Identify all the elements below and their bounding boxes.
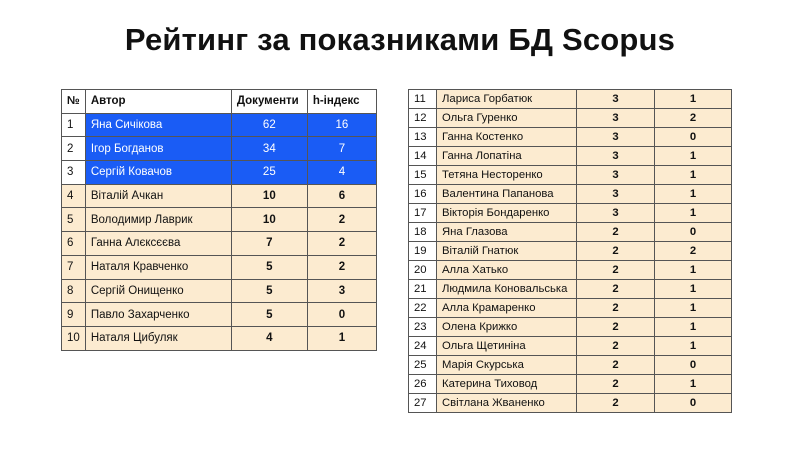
table-row [62,279,377,303]
table-row [409,280,732,299]
rank-cell: 7 [62,255,86,279]
table-row [62,184,377,208]
table-row [409,356,732,375]
h-index-cell: 1 [655,147,732,166]
table-row [409,337,732,356]
h-index-cell: 1 [655,204,732,223]
author-cell: Віталій Ачкан [85,184,231,208]
author-cell: Володимир Лаврик [85,208,231,232]
table-row [409,166,732,185]
ranking-table-top [61,89,377,351]
h-index-cell: 0 [655,128,732,147]
table-row [409,223,732,242]
h-index-cell: 0 [655,394,732,413]
h-index-cell: 1 [307,326,376,350]
author-cell: Сергій Ковачов [85,161,231,185]
table-row [409,147,732,166]
rank-cell: 1 [62,113,86,137]
table-row [409,128,732,147]
documents-cell: 3 [577,204,655,223]
author-cell: Яна Глазова [437,223,577,242]
header-author: Автор [85,90,231,114]
author-cell: Ольга Гуренко [437,109,577,128]
h-index-cell: 1 [655,318,732,337]
table-row [62,232,377,256]
author-cell: Алла Хатько [437,261,577,280]
documents-cell: 7 [231,232,307,256]
documents-cell: 2 [577,394,655,413]
h-index-cell: 2 [307,255,376,279]
rank-cell: 24 [409,337,437,356]
h-index-cell: 1 [655,185,732,204]
rank-cell: 3 [62,161,86,185]
rank-cell: 9 [62,303,86,327]
documents-cell: 10 [231,208,307,232]
h-index-cell: 1 [655,90,732,109]
rank-cell: 10 [62,326,86,350]
author-cell: Вікторія Бондаренко [437,204,577,223]
table-row [409,299,732,318]
author-cell: Лариса Горбатюк [437,90,577,109]
table-row [409,242,732,261]
author-cell: Ганна Алєксєєва [85,232,231,256]
author-cell: Наталя Кравченко [85,255,231,279]
documents-cell: 2 [577,299,655,318]
author-cell: Тетяна Несторенко [437,166,577,185]
table-row [409,261,732,280]
header-documents: Документи [231,90,307,114]
table-header-row [62,90,377,114]
rank-cell: 16 [409,185,437,204]
table-row [409,185,732,204]
table-row [62,303,377,327]
rank-cell: 22 [409,299,437,318]
table-row [409,375,732,394]
h-index-cell: 4 [307,161,376,185]
table-row [62,255,377,279]
rank-cell: 5 [62,208,86,232]
rank-cell: 21 [409,280,437,299]
h-index-cell: 1 [655,166,732,185]
documents-cell: 5 [231,279,307,303]
table-row [62,326,377,350]
ranking-table-rest [408,89,732,413]
rank-cell: 14 [409,147,437,166]
author-cell: Віталій Гнатюк [437,242,577,261]
rank-cell: 12 [409,109,437,128]
table-row [409,204,732,223]
author-cell: Олена Крижко [437,318,577,337]
documents-cell: 4 [231,326,307,350]
documents-cell: 2 [577,337,655,356]
table-row [62,208,377,232]
rank-cell: 17 [409,204,437,223]
documents-cell: 2 [577,280,655,299]
h-index-cell: 2 [307,232,376,256]
table-row [409,318,732,337]
h-index-cell: 1 [655,375,732,394]
author-cell: Марія Скурська [437,356,577,375]
author-cell: Павло Захарченко [85,303,231,327]
rank-cell: 2 [62,137,86,161]
author-cell: Ігор Богданов [85,137,231,161]
author-cell: Ганна Лопатіна [437,147,577,166]
documents-cell: 2 [577,261,655,280]
page-title: Рейтинг за показниками БД Scopus [124,22,676,57]
ranking-table-top-body [62,113,377,350]
header-number: № [62,90,86,114]
h-index-cell: 2 [655,109,732,128]
documents-cell: 5 [231,303,307,327]
documents-cell: 2 [577,375,655,394]
rank-cell: 4 [62,184,86,208]
rank-cell: 19 [409,242,437,261]
rank-cell: 26 [409,375,437,394]
h-index-cell: 0 [307,303,376,327]
documents-cell: 2 [577,223,655,242]
documents-cell: 3 [577,166,655,185]
rank-cell: 18 [409,223,437,242]
documents-cell: 62 [231,113,307,137]
h-index-cell: 2 [307,208,376,232]
documents-cell: 34 [231,137,307,161]
author-cell: Ганна Костенко [437,128,577,147]
h-index-cell: 7 [307,137,376,161]
rank-cell: 25 [409,356,437,375]
rank-cell: 11 [409,90,437,109]
h-index-cell: 2 [655,242,732,261]
table-row [62,137,377,161]
h-index-cell: 1 [655,299,732,318]
author-cell: Наталя Цибуляк [85,326,231,350]
documents-cell: 3 [577,90,655,109]
h-index-cell: 16 [307,113,376,137]
documents-cell: 3 [577,109,655,128]
rank-cell: 23 [409,318,437,337]
author-cell: Катерина Тиховод [437,375,577,394]
author-cell: Валентина Папанова [437,185,577,204]
author-cell: Людмила Коновальська [437,280,577,299]
documents-cell: 2 [577,356,655,375]
rank-cell: 8 [62,279,86,303]
header-h-index: h-індекс [307,90,376,114]
rank-cell: 6 [62,232,86,256]
documents-cell: 3 [577,185,655,204]
rank-cell: 27 [409,394,437,413]
h-index-cell: 3 [307,279,376,303]
documents-cell: 3 [577,128,655,147]
documents-cell: 2 [577,318,655,337]
h-index-cell: 1 [655,261,732,280]
documents-cell: 25 [231,161,307,185]
author-cell: Алла Крамаренко [437,299,577,318]
h-index-cell: 1 [655,280,732,299]
rank-cell: 13 [409,128,437,147]
author-cell: Світлана Жваненко [437,394,577,413]
documents-cell: 10 [231,184,307,208]
h-index-cell: 6 [307,184,376,208]
author-cell: Сергій Онищенко [85,279,231,303]
rank-cell: 20 [409,261,437,280]
author-cell: Ольга Щетиніна [437,337,577,356]
table-row [409,394,732,413]
documents-cell: 2 [577,242,655,261]
ranking-table-rest-body [409,90,732,413]
h-index-cell: 0 [655,356,732,375]
table-row [62,161,377,185]
author-cell: Яна Сичікова [85,113,231,137]
documents-cell: 5 [231,255,307,279]
h-index-cell: 1 [655,337,732,356]
table-row [409,109,732,128]
table-row [62,113,377,137]
documents-cell: 3 [577,147,655,166]
table-row [409,90,732,109]
rank-cell: 15 [409,166,437,185]
h-index-cell: 0 [655,223,732,242]
